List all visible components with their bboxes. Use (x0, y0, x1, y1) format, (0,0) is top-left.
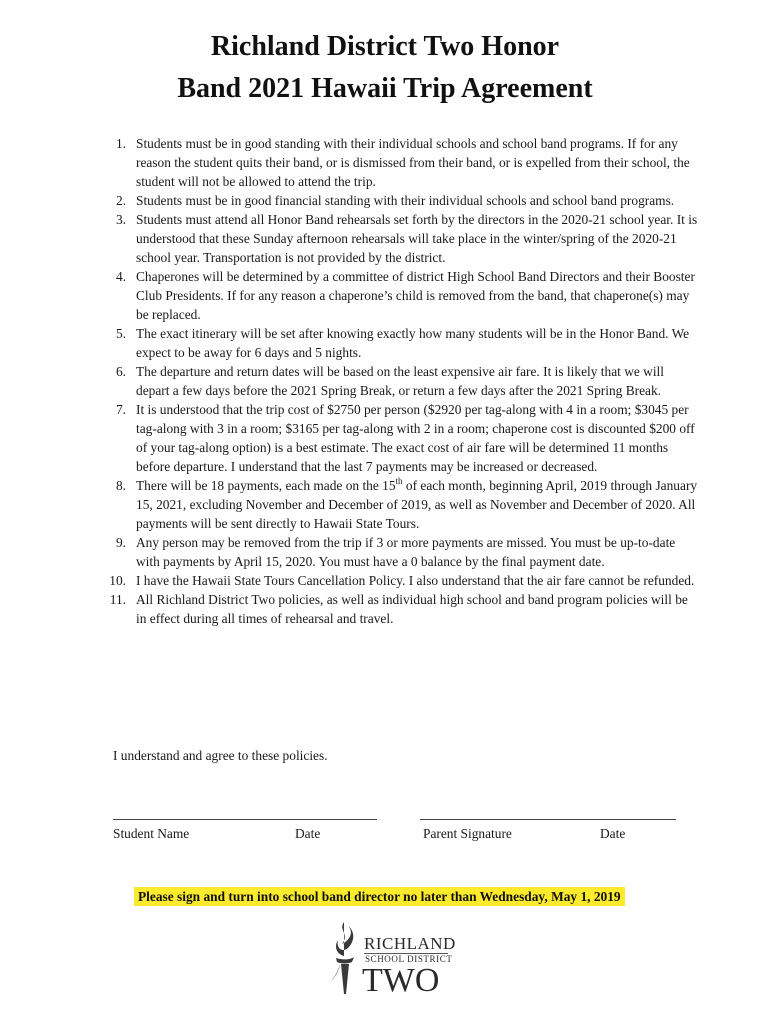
logo-school-district: SCHOOL DISTRICT (365, 954, 453, 964)
list-item: 6. The departure and return dates will be based on the least expensive air fare. It is likely that we will depart a few days before the 2021 Spring Break, or return a few days after the 2021 Spring Break. (115, 364, 664, 398)
list-item: 3. Students must attend all Honor Band rehearsals set forth by the directors in the 2020-21 school year. It is understood that these Sunday afternoon rehearsals will take place in the winter/spring of the 2020-21 school year. Transportation is not provided by the district. (115, 212, 698, 265)
parent-signature-line[interactable] (420, 819, 676, 820)
title-line-2: Band 2021 Hawaii Trip Agreement (177, 73, 593, 104)
student-signature-line[interactable] (113, 819, 377, 820)
list-item: 1. Students must be in good standing with their individual schools and school band programs. If for any reason the student quits their band, or is dismissed from their band, or is expelled from their school, the student will not be allowed to attend the trip. (115, 136, 690, 189)
parent-signature-label: Parent Signature (423, 826, 512, 841)
list-item: 8. There will be 18 payments, each made on the 15th of each month, beginning April, 2019 through January 15, 2021, excluding November and December of 2019, as well as November and December of 2020. All payments will be sent directly to Hawaii State Tours. (115, 475, 698, 531)
student-date-label: Date (295, 826, 321, 841)
parent-date-label: Date (600, 826, 626, 841)
list-item: 4. Chaperones will be determined by a committee of district High School Band Directors and their Booster Club Presidents. If for any reason a chaperone’s child is removed from the band, that chaperone(s) may be replaced. (115, 269, 695, 322)
list-item: 7. It is understood that the trip cost of $2750 per person ($2920 per tag-along with 4 in a room; $3045 per tag-along with 3 in a room; $3165 per tag-along with 2 in a room; chaperone cost is discounted $200 off of your tag-along option) is a best estimate. The exact cost of air fare will be determined 11 months before departure. I understand that the last 7 payments may be increased or decreased. (115, 402, 695, 474)
torch-icon (328, 920, 362, 996)
district-logo (328, 920, 458, 998)
agreement-statement: I understand and agree to these policies. (113, 748, 328, 763)
list-item: 9. Any person may be removed from the trip if 3 or more payments are missed. You must be up-to-date with payments by April 15, 2020. You must have a 0 balance by the final payment date. (115, 535, 676, 569)
document-title (0, 26, 770, 110)
agreement-list (100, 134, 700, 628)
list-item: 11. All Richland District Two policies, as well as individual high school and band program policies will be in effect during all times of rehearsal and travel. (109, 592, 688, 626)
list-item: 10. I have the Hawaii State Tours Cancellation Policy. I also understand that the air fare cannot be refunded. (109, 573, 695, 588)
title-line-1: Richland District Two Honor (210, 31, 560, 62)
list-item: 2. Students must be in good financial standing with their individual schools and school band programs. (115, 193, 675, 208)
student-name-label: Student Name (113, 826, 190, 841)
list-item: 5. The exact itinerary will be set after knowing exactly how many students will be in the Honor Band. We expect to be away for 6 days and 5 nights. (115, 326, 690, 360)
logo-two: TWO (362, 962, 440, 999)
logo-richland: RICHLAND (364, 934, 456, 953)
deadline-notice: Please sign and turn into school band director no later than Wednesday, May 1, 2019 (134, 887, 625, 906)
